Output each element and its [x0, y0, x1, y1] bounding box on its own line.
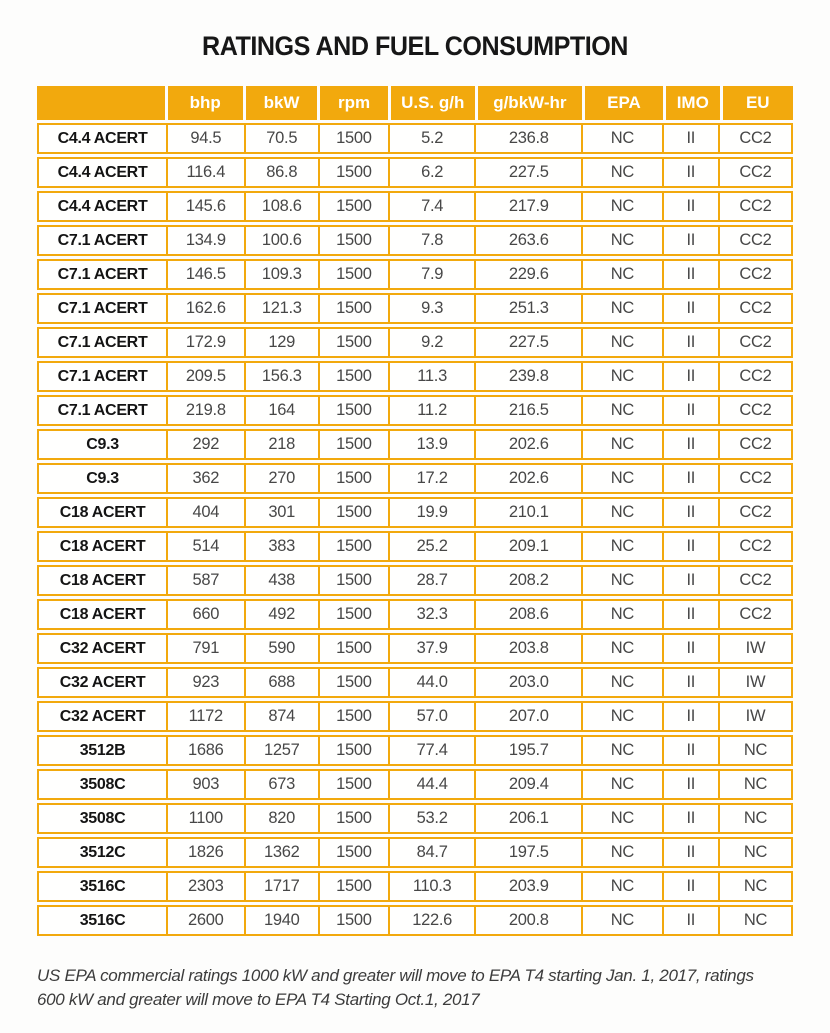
table-cell: NC	[581, 227, 661, 254]
table-cell: II	[662, 227, 718, 254]
table-cell: 1500	[318, 499, 388, 526]
cell-model: C7.1 ACERT	[57, 265, 148, 283]
table-cell: 1500	[318, 363, 388, 390]
table-row	[37, 225, 793, 256]
table-cell: 239.8	[474, 363, 581, 390]
table-cell: 202.6	[474, 465, 581, 492]
table-cell: 236.8	[474, 125, 581, 152]
table-row	[37, 293, 793, 324]
table-row	[37, 667, 793, 698]
table-cell: 116.4	[166, 159, 243, 186]
table-cell: 1500	[318, 125, 388, 152]
table-cell: 200.8	[474, 907, 581, 934]
table-cell: 292	[166, 431, 243, 458]
table-cell: II	[662, 771, 718, 798]
table-cell: 156.3	[244, 363, 318, 390]
table-cell: 1257	[244, 737, 318, 764]
table-cell: 121.3	[244, 295, 318, 322]
table-cell: 903	[166, 771, 243, 798]
cell-model: 3508C	[79, 775, 126, 793]
table-cell: 219.8	[166, 397, 243, 424]
table-cell: CC2	[718, 159, 791, 186]
table-cell: NC	[581, 737, 661, 764]
table-cell: II	[662, 635, 718, 662]
table-cell: 229.6	[474, 261, 581, 288]
table-cell: 1500	[318, 431, 388, 458]
table-cell: 44.4	[388, 771, 474, 798]
table-cell: II	[662, 805, 718, 832]
cell-model: C4.4 ACERT	[57, 163, 148, 181]
table-cell: 1500	[318, 703, 388, 730]
table-cell: NC	[581, 635, 661, 662]
cell-model: C7.1 ACERT	[57, 333, 148, 351]
table-cell: CC2	[718, 499, 791, 526]
table-cell: 108.6	[244, 193, 318, 220]
table-cell: CC2	[718, 295, 791, 322]
table-cell: 53.2	[388, 805, 474, 832]
table-cell: 37.9	[388, 635, 474, 662]
table-cell: II	[662, 159, 718, 186]
header-cell-u-s-g-h: U.S. g/h	[388, 86, 475, 120]
cell-model: C9.3	[86, 469, 119, 487]
table-cell: NC	[581, 907, 661, 934]
cell-model: C18 ACERT	[59, 537, 146, 555]
table-cell: CC2	[718, 125, 791, 152]
cell-model: C7.1 ACERT	[57, 231, 148, 249]
cell-model: C4.4 ACERT	[57, 197, 148, 215]
table-cell: 203.0	[474, 669, 581, 696]
table-cell: CC2	[718, 363, 791, 390]
table-cell: NC	[581, 567, 661, 594]
table-row	[37, 905, 793, 936]
table-cell: II	[662, 499, 718, 526]
table-cell: 129	[244, 329, 318, 356]
table-cell: 195.7	[474, 737, 581, 764]
cell-model: C32 ACERT	[59, 639, 146, 657]
table-cell: NC	[718, 839, 791, 866]
table-cell: II	[662, 261, 718, 288]
header-cell-bhp: bhp	[165, 86, 243, 120]
table-cell: II	[662, 907, 718, 934]
table-cell: 164	[244, 397, 318, 424]
table-cell: 1500	[318, 567, 388, 594]
table-cell: 17.2	[388, 465, 474, 492]
table-cell: 1686	[166, 737, 243, 764]
table-row	[37, 191, 793, 222]
table-cell: NC	[718, 805, 791, 832]
table-cell: II	[662, 363, 718, 390]
table-cell: 263.6	[474, 227, 581, 254]
cell-model: C9.3	[86, 435, 119, 453]
table-cell: II	[662, 839, 718, 866]
table-cell: 94.5	[166, 125, 243, 152]
table-cell: 203.9	[474, 873, 581, 900]
cell-model: 3508C	[79, 809, 126, 827]
table-cell: 251.3	[474, 295, 581, 322]
table-cell: 25.2	[388, 533, 474, 560]
table-cell: 7.9	[388, 261, 474, 288]
table-cell: 1500	[318, 465, 388, 492]
table-cell: II	[662, 465, 718, 492]
table-cell: 1500	[318, 159, 388, 186]
footnote	[37, 964, 793, 1012]
table-row	[37, 429, 793, 460]
page-title: RATINGS AND FUEL CONSUMPTION	[202, 31, 628, 61]
table-cell: 820	[244, 805, 318, 832]
table-cell: 162.6	[166, 295, 243, 322]
table-cell: 216.5	[474, 397, 581, 424]
table-cell: 1500	[318, 839, 388, 866]
table-row	[37, 871, 793, 902]
table-cell: 1500	[318, 669, 388, 696]
table-cell: 208.2	[474, 567, 581, 594]
table-cell: NC	[581, 125, 661, 152]
header-cell-g-bkw-hr: g/bkW-hr	[475, 86, 582, 120]
table-cell: 227.5	[474, 159, 581, 186]
table-cell: NC	[581, 261, 661, 288]
table-cell: 1717	[244, 873, 318, 900]
table-cell: 1500	[318, 295, 388, 322]
table-cell: 44.0	[388, 669, 474, 696]
table-cell: II	[662, 669, 718, 696]
table-cell: II	[662, 431, 718, 458]
table-cell: NC	[581, 465, 661, 492]
table-cell: 13.9	[388, 431, 474, 458]
table-cell: 404	[166, 499, 243, 526]
table-cell: 383	[244, 533, 318, 560]
table-row	[37, 599, 793, 630]
table-cell: 207.0	[474, 703, 581, 730]
table-cell: 86.8	[244, 159, 318, 186]
table-cell: 673	[244, 771, 318, 798]
table-cell: II	[662, 601, 718, 628]
table-cell: CC2	[718, 601, 791, 628]
table-cell: NC	[718, 873, 791, 900]
table-cell: 77.4	[388, 737, 474, 764]
table-cell: IW	[718, 669, 791, 696]
cell-model: C32 ACERT	[59, 707, 146, 725]
table-cell: NC	[581, 295, 661, 322]
table-cell: NC	[581, 159, 661, 186]
table-cell: 2600	[166, 907, 243, 934]
cell-model: C4.4 ACERT	[57, 129, 148, 147]
table-cell: 172.9	[166, 329, 243, 356]
table-cell: 7.4	[388, 193, 474, 220]
table-cell: 209.5	[166, 363, 243, 390]
table-cell: NC	[581, 601, 661, 628]
table-row	[37, 701, 793, 732]
table-cell: 100.6	[244, 227, 318, 254]
table-cell: 203.8	[474, 635, 581, 662]
table-row	[37, 157, 793, 188]
ratings-table	[37, 86, 793, 936]
table-cell: CC2	[718, 193, 791, 220]
table-cell: NC	[718, 907, 791, 934]
table-cell: NC	[581, 363, 661, 390]
table-cell: 270	[244, 465, 318, 492]
table-cell: CC2	[718, 465, 791, 492]
cell-model: C18 ACERT	[59, 605, 146, 623]
table-cell: 28.7	[388, 567, 474, 594]
table-row	[37, 327, 793, 358]
table-cell: 1826	[166, 839, 243, 866]
table-row	[37, 463, 793, 494]
table-cell: 1362	[244, 839, 318, 866]
table-cell: 587	[166, 567, 243, 594]
table-cell: 9.2	[388, 329, 474, 356]
table-cell: II	[662, 125, 718, 152]
table-cell: NC	[581, 805, 661, 832]
table-row	[37, 769, 793, 800]
table-cell: 2303	[166, 873, 243, 900]
table-cell: 7.8	[388, 227, 474, 254]
table-cell: NC	[718, 771, 791, 798]
cell-model: 3512C	[79, 843, 126, 861]
table-cell: 1500	[318, 397, 388, 424]
table-cell: 1500	[318, 907, 388, 934]
table-cell: NC	[581, 771, 661, 798]
table-cell: 791	[166, 635, 243, 662]
table-cell: 1500	[318, 329, 388, 356]
table-cell: CC2	[718, 227, 791, 254]
table-cell: II	[662, 873, 718, 900]
table-row	[37, 259, 793, 290]
table-cell: 70.5	[244, 125, 318, 152]
table-cell: 209.1	[474, 533, 581, 560]
table-cell: 32.3	[388, 601, 474, 628]
table-cell: NC	[581, 329, 661, 356]
table-cell: 57.0	[388, 703, 474, 730]
table-cell: II	[662, 329, 718, 356]
table-cell: 122.6	[388, 907, 474, 934]
table-cell: II	[662, 533, 718, 560]
table-cell: 146.5	[166, 261, 243, 288]
table-cell: 1100	[166, 805, 243, 832]
table-cell: CC2	[718, 431, 791, 458]
table-row	[37, 123, 793, 154]
table-row	[37, 395, 793, 426]
table-cell: 145.6	[166, 193, 243, 220]
footnote-line-2: 600 kW and greater will move to EPA T4 Starting Oct.1, 2017	[37, 989, 480, 1009]
table-cell: 1500	[318, 227, 388, 254]
table-cell: 1500	[318, 771, 388, 798]
table-cell: 1172	[166, 703, 243, 730]
table-cell: 301	[244, 499, 318, 526]
table-cell: NC	[581, 533, 661, 560]
footnote-line-1: US EPA commercial ratings 1000 kW and greater will move to EPA T4 starting Jan. 1, 2017, ratings	[37, 966, 754, 985]
table-cell: NC	[581, 397, 661, 424]
table-cell: 514	[166, 533, 243, 560]
table-cell: II	[662, 703, 718, 730]
table-cell: 9.3	[388, 295, 474, 322]
table-cell: 217.9	[474, 193, 581, 220]
table-cell: 590	[244, 635, 318, 662]
table-cell: II	[662, 397, 718, 424]
cell-model: C7.1 ACERT	[57, 401, 148, 419]
table-cell: 1500	[318, 261, 388, 288]
table-cell: 688	[244, 669, 318, 696]
table-cell: NC	[581, 669, 661, 696]
table-cell: 109.3	[244, 261, 318, 288]
table-cell: 210.1	[474, 499, 581, 526]
table-cell: 227.5	[474, 329, 581, 356]
table-row	[37, 565, 793, 596]
table-cell: 1500	[318, 601, 388, 628]
cell-model: C32 ACERT	[59, 673, 146, 691]
table-row	[37, 735, 793, 766]
table-cell: 202.6	[474, 431, 581, 458]
table-row	[37, 803, 793, 834]
table-cell: IW	[718, 635, 791, 662]
table-cell: 1940	[244, 907, 318, 934]
cell-model: 3512B	[79, 741, 126, 759]
table-cell: 197.5	[474, 839, 581, 866]
table-cell: 923	[166, 669, 243, 696]
table-header-row	[37, 86, 793, 120]
table-cell: NC	[581, 193, 661, 220]
table-cell: 492	[244, 601, 318, 628]
table-cell: NC	[581, 499, 661, 526]
table-row	[37, 633, 793, 664]
table-cell: CC2	[718, 397, 791, 424]
table-cell: 11.2	[388, 397, 474, 424]
table-cell: 209.4	[474, 771, 581, 798]
cell-model: 3516C	[79, 911, 126, 929]
table-cell: 208.6	[474, 601, 581, 628]
cell-model: 3516C	[79, 877, 126, 895]
table-cell: 1500	[318, 193, 388, 220]
table-cell: II	[662, 737, 718, 764]
table-cell: 1500	[318, 635, 388, 662]
table-cell: 438	[244, 567, 318, 594]
table-cell: 11.3	[388, 363, 474, 390]
table-cell: 1500	[318, 533, 388, 560]
header-cell-rpm: rpm	[317, 86, 387, 120]
table-cell: II	[662, 295, 718, 322]
table-cell: CC2	[718, 567, 791, 594]
table-cell: NC	[581, 703, 661, 730]
table-cell: II	[662, 193, 718, 220]
table-cell: 1500	[318, 737, 388, 764]
table-cell: II	[662, 567, 718, 594]
header-cell-model	[37, 86, 165, 120]
table-cell: CC2	[718, 533, 791, 560]
table-cell: 6.2	[388, 159, 474, 186]
table-row	[37, 531, 793, 562]
table-cell: NC	[581, 873, 661, 900]
table-cell: NC	[581, 839, 661, 866]
table-cell: 362	[166, 465, 243, 492]
table-cell: 874	[244, 703, 318, 730]
cell-model: C7.1 ACERT	[57, 367, 148, 385]
table-cell: 110.3	[388, 873, 474, 900]
table-cell: 1500	[318, 873, 388, 900]
table-cell: 218	[244, 431, 318, 458]
table-cell: CC2	[718, 329, 791, 356]
cell-model: C7.1 ACERT	[57, 299, 148, 317]
table-row	[37, 361, 793, 392]
table-cell: CC2	[718, 261, 791, 288]
table-cell: 84.7	[388, 839, 474, 866]
table-cell: IW	[718, 703, 791, 730]
header-cell-imo: IMO	[663, 86, 720, 120]
table-cell: NC	[581, 431, 661, 458]
table-cell: 19.9	[388, 499, 474, 526]
cell-model: C18 ACERT	[59, 503, 146, 521]
header-cell-epa: EPA	[582, 86, 663, 120]
table-cell: 134.9	[166, 227, 243, 254]
table-cell: 5.2	[388, 125, 474, 152]
table-row	[37, 837, 793, 868]
table-cell: 206.1	[474, 805, 581, 832]
table-cell: NC	[718, 737, 791, 764]
table-body	[37, 123, 793, 936]
header-cell-bkw: bkW	[243, 86, 318, 120]
table-row	[37, 497, 793, 528]
table-cell: 660	[166, 601, 243, 628]
header-cell-eu: EU	[720, 86, 793, 120]
table-cell: 1500	[318, 805, 388, 832]
cell-model: C18 ACERT	[59, 571, 146, 589]
